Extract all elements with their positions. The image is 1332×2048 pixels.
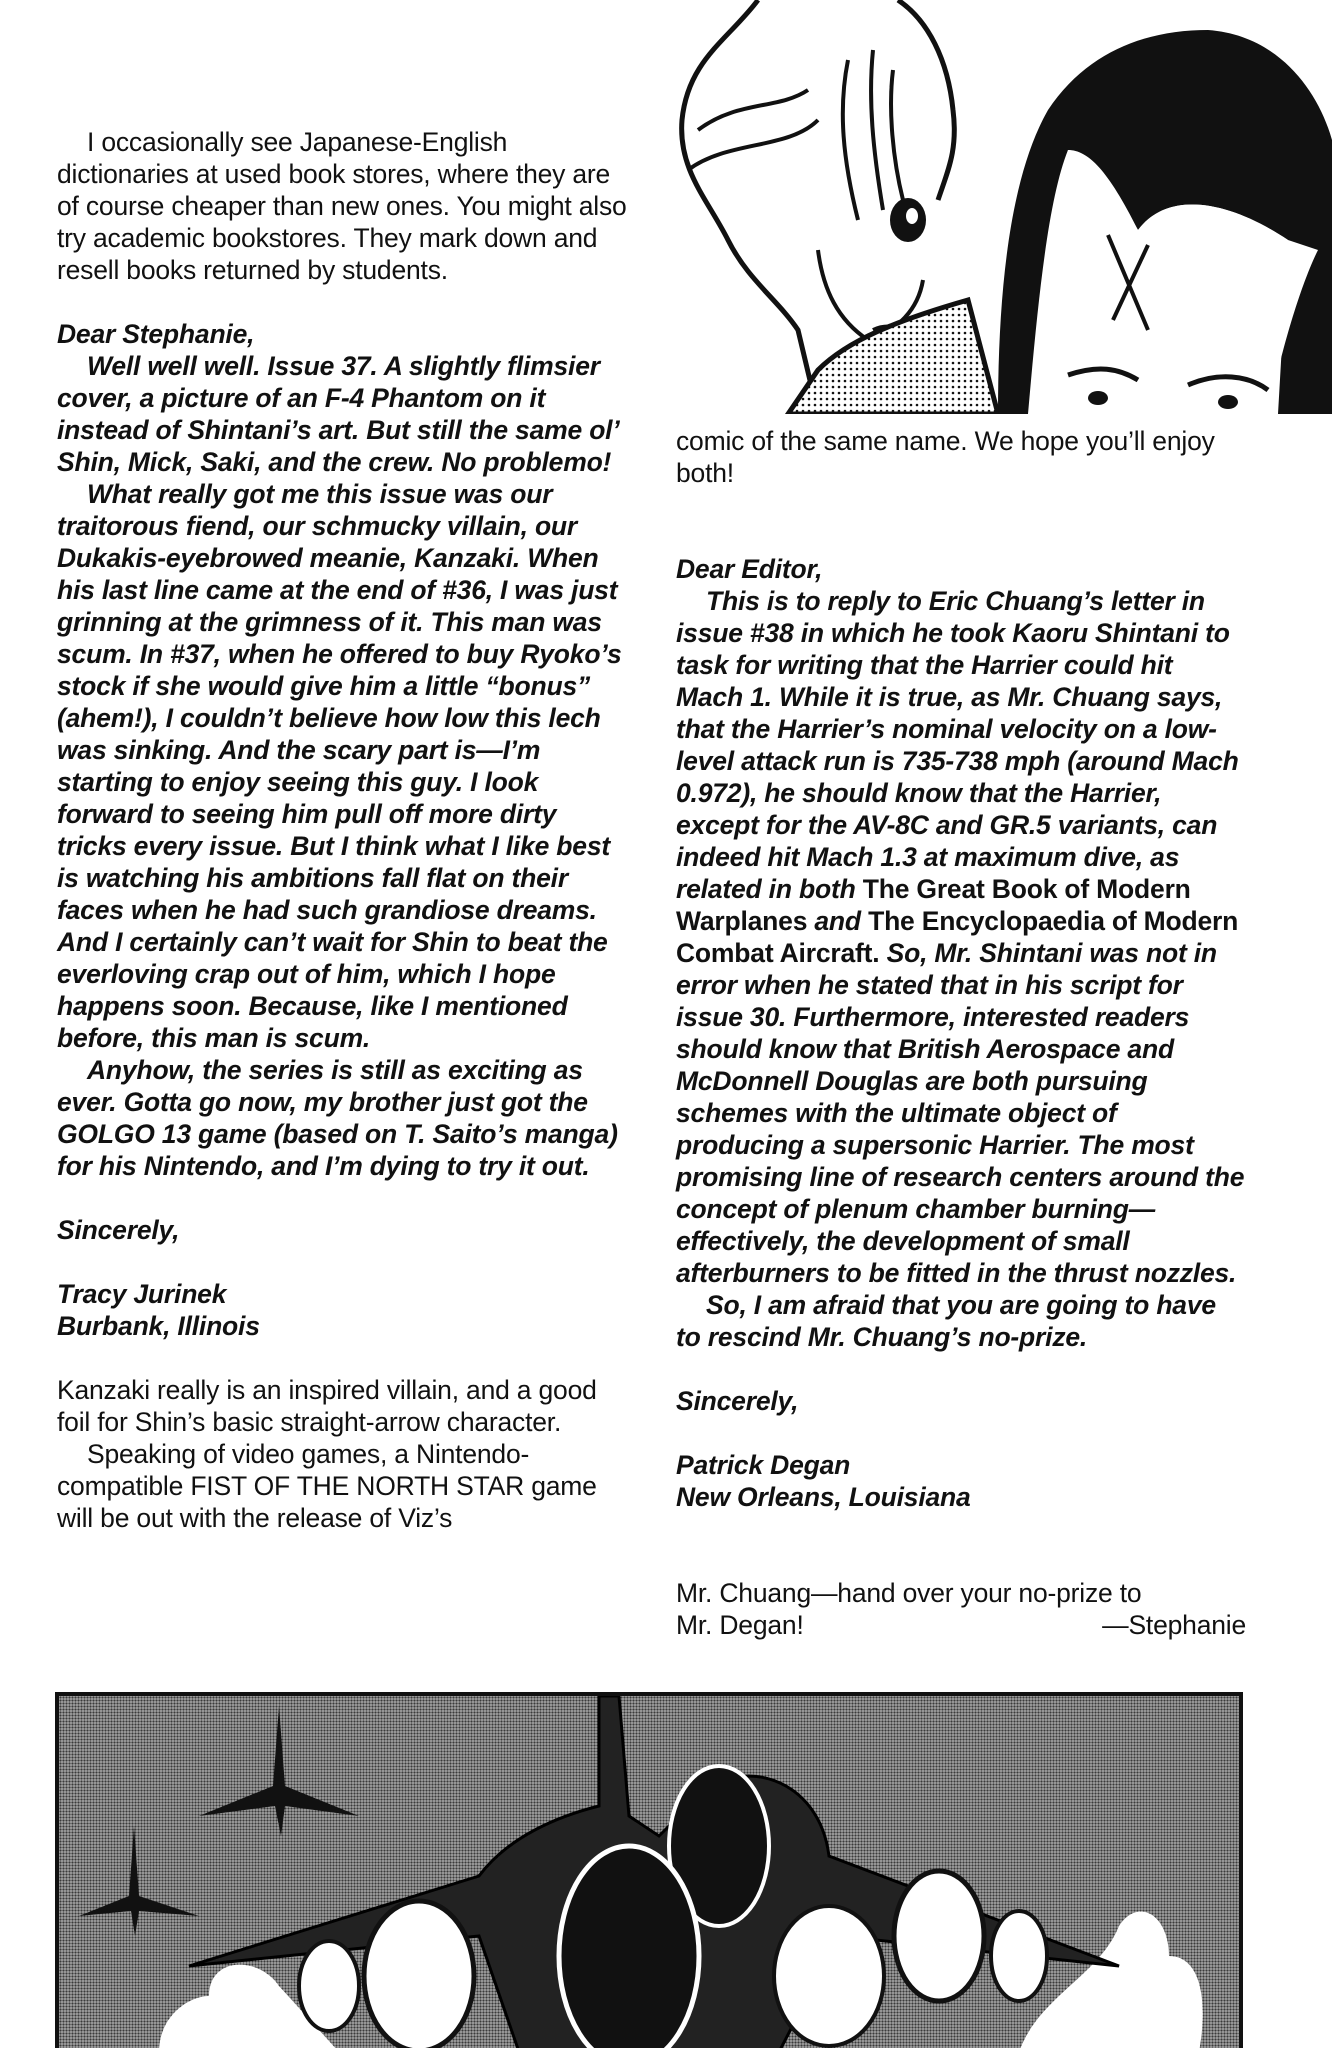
air-intake <box>559 1846 699 2048</box>
harrier-jet <box>189 1696 1119 2048</box>
editor-reply: Mr. Degan! <box>676 1610 804 1640</box>
letter-salutation: Dear Editor, <box>676 554 823 584</box>
letter-text: and <box>807 906 869 936</box>
bangs <box>843 50 903 220</box>
editor-reply: Mr. Chuang—hand over your no-prize to <box>676 1578 1142 1608</box>
letter-paragraph: What really got me this issue was our traitorous fiend, our schmucky villain, our Dukakis-eyebrowed meanie, Kanzaki. When his last line came at the end of #36, I was just grinning at the grimness of it. This man was scum. In #37, when he offered to buy Ryoko’s stock if she would give him a little “bonus” (ahem!), I couldn’t believe how low this lech was sinking. And the scary part is—I’m starting to enjoy seeing this guy. I look forward to seeing him pull off more dirty tricks every issue. But I think what I like best is watching his ambitions fall flat on their faces when he had such grandiose dreams. And I certainly can’t wait for Shin to beat the everloving crap out of him, which I hope happens soon. Because, like I mentioned before, this man is scum. <box>57 479 622 1053</box>
letter-closing: Sincerely, <box>57 1215 180 1245</box>
air-intake <box>774 1906 884 2046</box>
jets-art <box>59 1696 1243 2048</box>
letter-closing: Sincerely, <box>676 1386 799 1416</box>
editor-reply-continued: comic of the same name. We hope you’ll enjoy both! <box>676 426 1215 488</box>
fuel-tank <box>991 1911 1047 2001</box>
letter-paragraph <box>676 585 1246 1289</box>
collar-halftone <box>788 300 998 414</box>
manga-characters-illustration <box>668 0 1332 414</box>
letter-patrick-degan <box>676 553 1246 1513</box>
editor-reply: Kanzaki really is an inspired villain, and a good foil for Shin’s basic straight-arrow character. <box>57 1375 597 1437</box>
editor-signature: —Stephanie <box>1102 1610 1246 1640</box>
harrier-jets-illustration <box>55 1692 1243 2048</box>
right-column <box>676 425 1246 1641</box>
rocket-pod <box>894 1871 984 2001</box>
editor-reply-signoff <box>676 1609 1246 1641</box>
man-eye-right <box>1218 395 1238 409</box>
editor-reply-intro: I occasionally see Japanese-English dictionaries at used book stores, where they are of course cheaper than new ones. You might also try academic bookstores. They mark down and resell books returned by students. <box>57 127 627 285</box>
letter-text: So, Mr. Shintani was not in error when he stated that in his script for issue 30. Furthermore, interested readers should know that British Aerospace and McDonnell Douglas are both pursuing schemes with the ultimate object of producing a supersonic Harrier. The most promising line of research centers around the concept of plenum chamber burning—effectively, the development of small afterburners to be fitted in the thrust nozzles. <box>676 938 1245 1288</box>
book-title: The Encyclopaedia of Modern Combat Aircraft. <box>676 906 1239 968</box>
eye-highlight <box>906 208 918 224</box>
fuel-tank <box>299 1941 359 2031</box>
letter-location: New Orleans, Louisiana <box>676 1482 971 1512</box>
letter-tracy-jurinek <box>57 318 627 1342</box>
editor-reply: Speaking of video games, a Nintendo-compatible FIST OF THE NORTH STAR game will be out with the release of Viz’s <box>57 1439 597 1533</box>
letter-text: This is to reply to Eric Chuang’s letter in issue #38 in which he took Kaoru Shintani to task for writing that the Harrier could hit Mach 1. While it is true, as Mr. Chuang says, that the Harrier’s nominal velocity on a low-level attack run is 735-738 mph (around Mach 0.972), he should know that the Harrier, except for the AV-8C and GR.5 variants, can indeed hit Mach 1.3 at maximum dive, as related in both <box>676 586 1239 904</box>
letter-author: Patrick Degan <box>676 1450 851 1480</box>
small-jet <box>199 1706 359 1836</box>
book-title: The Great Book of Modern Warplanes <box>676 874 1191 936</box>
hair-outline-left <box>682 0 818 414</box>
left-column <box>57 126 627 1534</box>
letter-paragraph: So, I am afraid that you are going to have to rescind Mr. Chuang’s no-prize. <box>676 1290 1216 1352</box>
hair-strands <box>688 90 818 170</box>
letter-salutation: Dear Stephanie, <box>57 319 255 349</box>
small-jet <box>79 1826 199 1936</box>
hair-outline-right <box>898 0 954 200</box>
letter-author: Tracy Jurinek <box>57 1279 227 1309</box>
rocket-pod <box>364 1901 474 2048</box>
letter-paragraph: Anyhow, the series is still as exciting as ever. Gotta go now, my brother just got the GOLGO 13 game (based on T. Saito’s manga) for his Nintendo, and I’m dying to try it out. <box>57 1055 618 1181</box>
man-eye-left <box>1088 391 1108 405</box>
letter-location: Burbank, Illinois <box>57 1311 260 1341</box>
letter-paragraph: Well well well. Issue 37. A slightly flimsier cover, a picture of an F-4 Phantom on it instead of Shintani’s art. But still the same ol’ Shin, Mick, Saki, and the crew. No problemo! <box>57 351 619 477</box>
cloud <box>1019 1912 1203 2048</box>
characters-art <box>668 0 1332 414</box>
